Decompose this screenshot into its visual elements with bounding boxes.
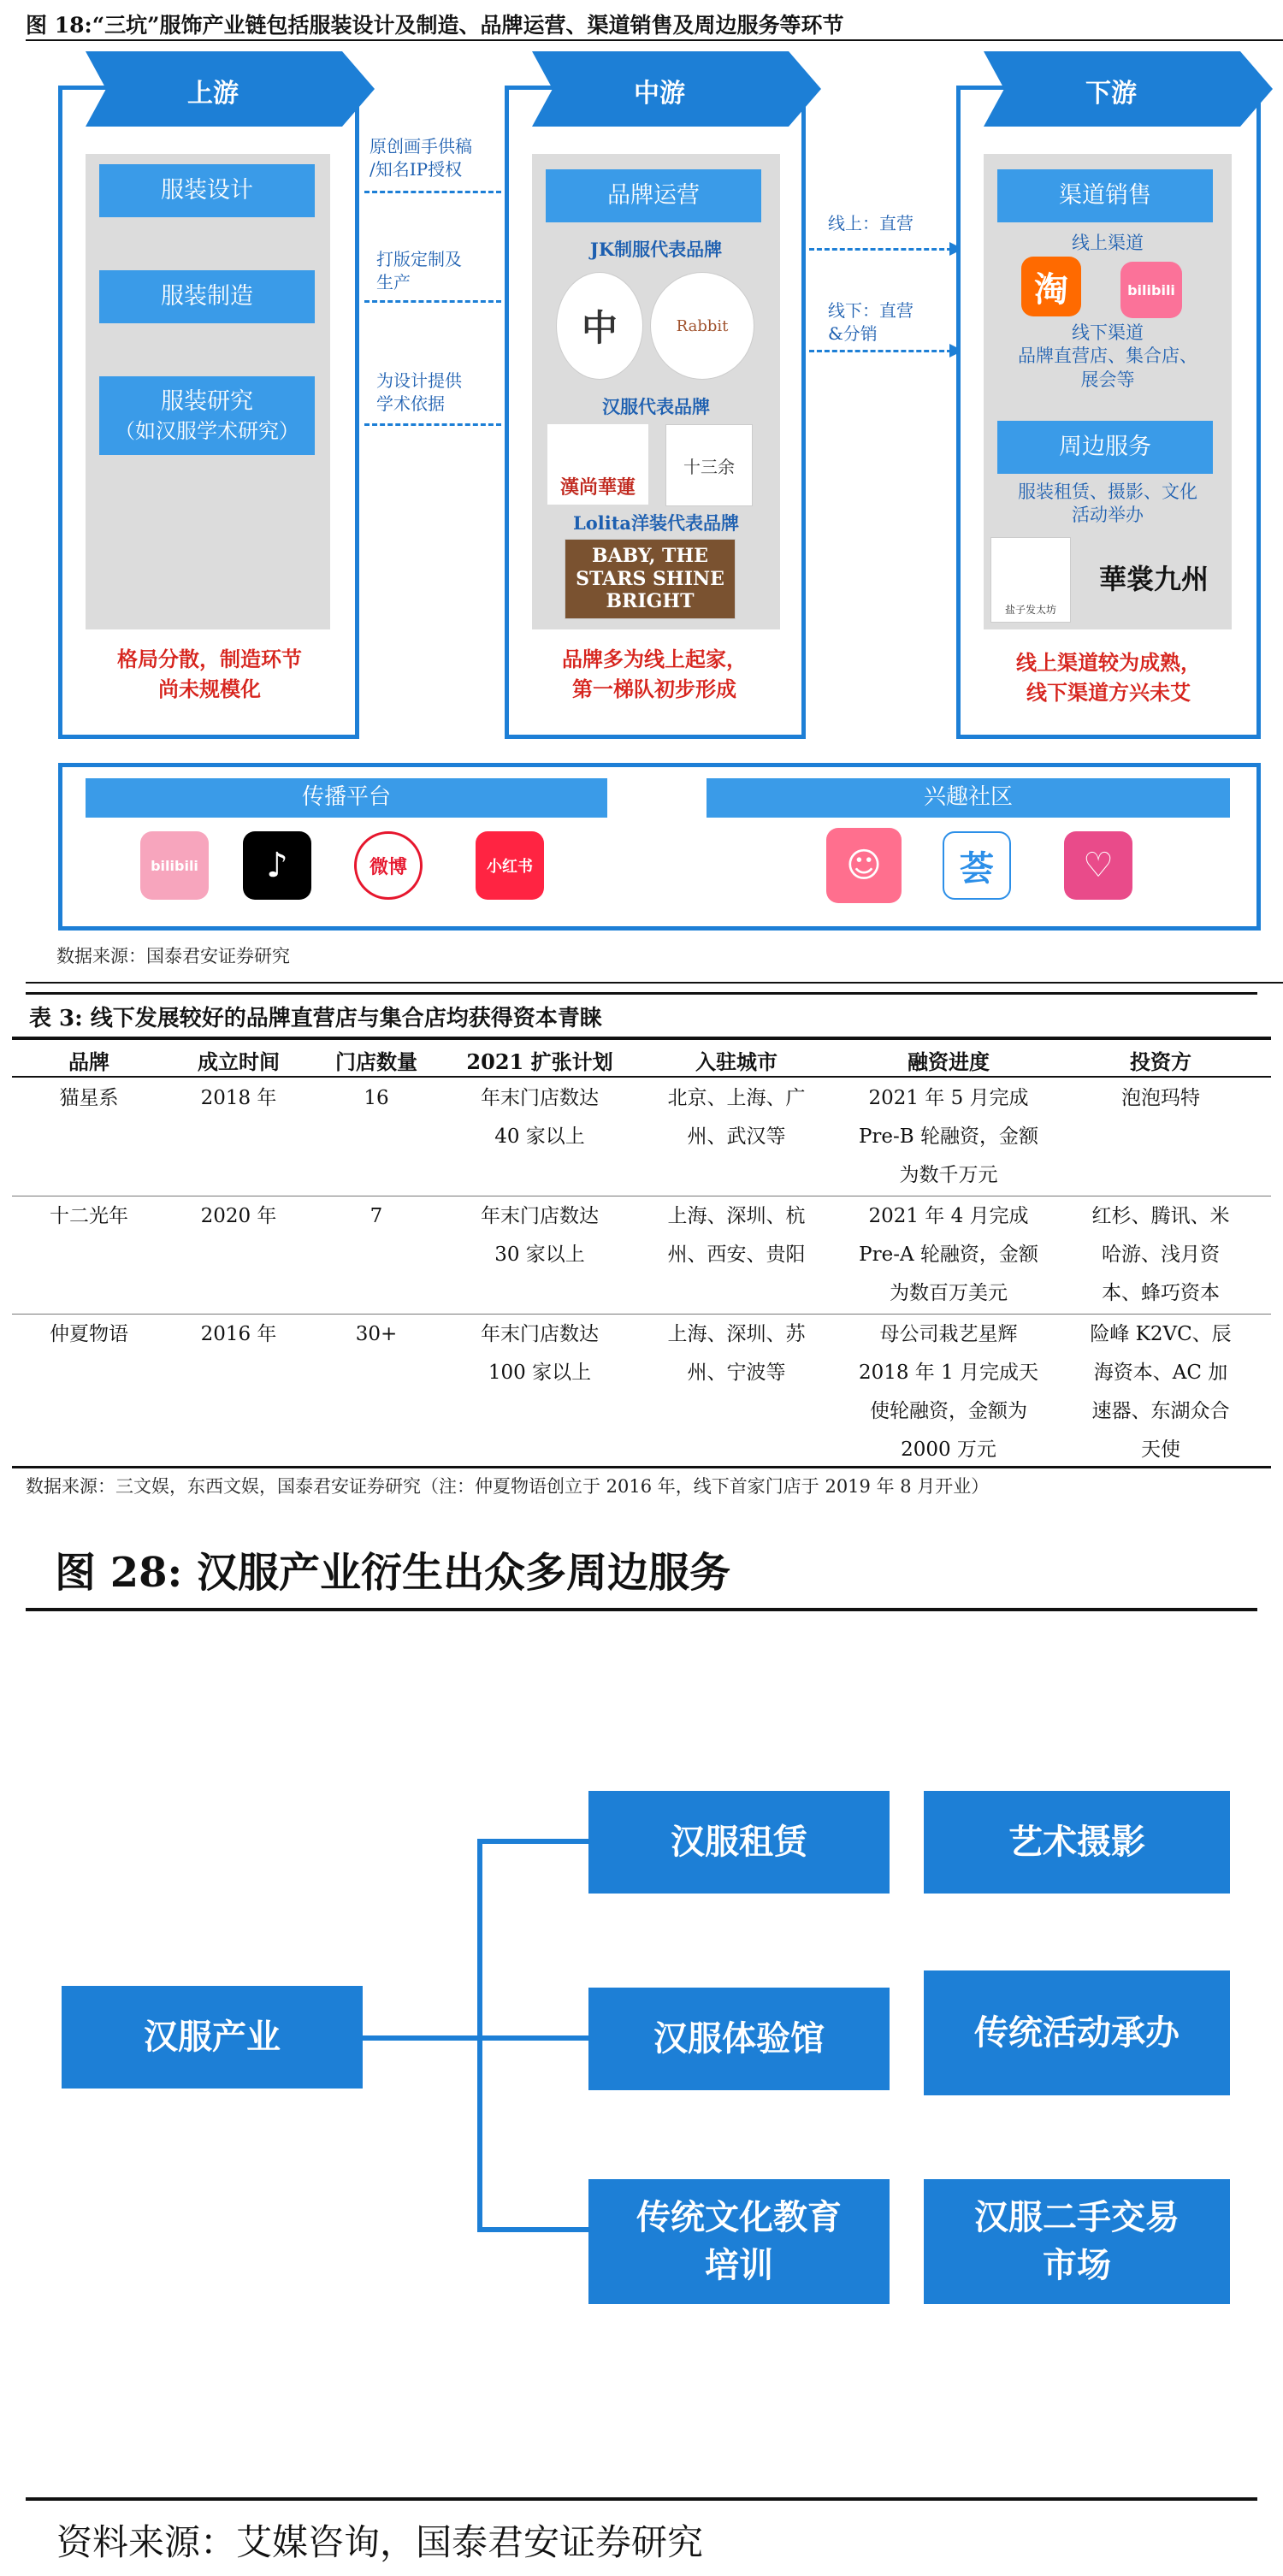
table-cell-financing: 2021 年 4 月完成 Pre-A 轮融资，金额 为数百万美元 <box>859 1205 1038 1304</box>
link-dash-online <box>809 248 960 251</box>
col-header-city: 入驻城市 <box>695 1049 777 1074</box>
platform-header-community: 兴趣社区 <box>707 778 1230 818</box>
table-top-rule <box>26 992 1257 995</box>
online-channel-label: 线上渠道 <box>1072 233 1144 253</box>
service-box-experience-hall: 汉服体验馆 <box>588 1988 890 2090</box>
connector-branch-2 <box>477 2035 588 2041</box>
title-rule <box>26 39 1283 41</box>
col-header-plan: 2021 扩张计划 <box>466 1049 613 1074</box>
hanfu-logo-1: 漢尚華蓮 <box>547 424 648 505</box>
bilibili-app-icon: bilibili <box>140 831 209 900</box>
offline-channel-block: 线下渠道 品牌直营店、集合店、 展会等 <box>1018 322 1197 390</box>
link-note-offline: 线下：直营 &分销 <box>828 300 913 344</box>
source-rule <box>26 982 1283 984</box>
table-cell-city: 上海、深圳、苏 州、宁波等 <box>667 1323 806 1384</box>
table-cell-financing: 2021 年 5 月完成 Pre-B 轮融资，金额 为数千万元 <box>858 1087 1039 1186</box>
jk-logo-2: Rabbit <box>650 272 754 380</box>
connector-branch-1 <box>477 1839 588 1844</box>
table-cell-plan: 年末门店数达 100 家以上 <box>481 1323 599 1384</box>
midstream-header-label: 中游 <box>634 79 685 109</box>
col-header-financing: 融资进度 <box>908 1049 990 1074</box>
figure-28-title: 图 28: 汉服产业衍生出众多周边服务 <box>55 1549 730 1597</box>
service-box-second-hand-market: 汉服二手交易市场 <box>924 2179 1230 2304</box>
hanfu-logo-2: 十三余 <box>665 424 753 506</box>
upstream-box-research: 服装研究 （如汉服学术研究） <box>99 376 315 455</box>
service-desc: 服装租赁、摄影、文化 活动举办 <box>1018 482 1197 526</box>
figure-28-bottom-rule <box>26 2497 1257 2501</box>
link-note-ip: 原创画手供稿 /知名IP授权 <box>370 136 472 180</box>
table-cell-brand: 仲夏物语 <box>50 1323 128 1345</box>
upstream-note: 格局分散，制造环节 尚未规模化 <box>117 647 302 701</box>
service-logo-a: 盐子发太坊 <box>990 537 1071 623</box>
table-cell-brand: 十二光年 <box>50 1205 128 1227</box>
figure-28-source: 资料来源：艾媒咨询，国泰君安证券研究 <box>56 2521 704 2563</box>
link-note-academic: 为设计提供 学术依据 <box>376 370 462 414</box>
table-cell-plan: 年末门店数达 40 家以上 <box>481 1087 599 1148</box>
link-note-online: 线上：直营 <box>828 213 913 233</box>
figure-28-title-rule <box>26 1608 1257 1611</box>
community-app-icon-2: 荟 <box>943 831 1011 900</box>
downstream-header <box>984 51 1273 127</box>
table-row-rule <box>12 1314 1271 1315</box>
table-cell-investors: 险峰 K2VC、辰 海资本、AC 加 速器、东湖众合 天使 <box>1090 1323 1232 1461</box>
table-cell-year: 2018 年 <box>200 1087 277 1109</box>
col-header-investors: 投资方 <box>1130 1049 1191 1074</box>
midstream-header <box>532 51 821 127</box>
table-cell-year: 2020 年 <box>200 1205 277 1227</box>
table-cell-stores: 30+ <box>355 1323 398 1345</box>
table-cell-brand: 猫星系 <box>59 1087 119 1109</box>
table-cell-financing: 母公司栽艺星辉 2018 年 1 月完成天 使轮融资，金额为 2000 万元 <box>858 1323 1039 1461</box>
weibo-app-icon: 微博 <box>354 831 423 900</box>
table-3-source: 数据来源：三文娱，东西文娱，国泰君安证券研究（注：仲夏物语创立于 2016 年，线下首家门店于 2019 年 8 月开业） <box>26 1476 990 1497</box>
table-cell-investors: 泡泡玛特 <box>1121 1087 1200 1109</box>
col-header-brand: 品牌 <box>68 1049 109 1074</box>
table-cell-stores: 7 <box>370 1205 383 1227</box>
downstream-box-service: 周边服务 <box>997 421 1213 474</box>
table-cell-city: 北京、上海、广 州、武汉等 <box>667 1087 806 1148</box>
table-bottom-rule <box>12 1466 1271 1468</box>
jk-logo-1: 中 <box>556 272 643 380</box>
service-logo-b: 華裳九州 <box>1098 563 1209 595</box>
link-dash-ip <box>364 191 501 193</box>
downstream-note: 线上渠道较为成熟， 线下渠道方兴未艾 <box>1016 650 1201 705</box>
table-cell-year: 2016 年 <box>200 1323 277 1345</box>
upstream-header <box>86 51 375 127</box>
taobao-icon: 淘 <box>1021 257 1081 316</box>
hanfu-brand-label: 汉服代表品牌 <box>602 396 710 417</box>
link-note-custom: 打版定制及 生产 <box>376 249 462 292</box>
midstream-box-brand: 品牌运营 <box>546 169 761 222</box>
douyin-app-icon: ♪ <box>243 831 311 900</box>
service-box-events: 传统活动承办 <box>924 1970 1230 2095</box>
xiaohongshu-app-icon: 小红书 <box>476 831 544 900</box>
lolita-brand-label: Lolita洋装代表品牌 <box>572 512 740 534</box>
table-header-rule-bottom <box>12 1076 1271 1078</box>
table-header-rule-top <box>12 1037 1271 1040</box>
table-3-title: 表 3: 线下发展较好的品牌直营店与集合店均获得资本青睐 <box>29 1006 602 1031</box>
figure-18-source: 数据来源：国泰君安证券研究 <box>56 946 290 966</box>
upstream-box-design: 服装设计 <box>99 164 315 217</box>
col-header-stores: 门店数量 <box>335 1049 417 1074</box>
table-cell-plan: 年末门店数达 30 家以上 <box>481 1205 599 1266</box>
col-header-year: 成立时间 <box>198 1049 280 1074</box>
link-dash-custom <box>364 300 501 303</box>
community-app-icon-1: ☺ <box>826 828 902 903</box>
connector-branch-3 <box>477 2227 588 2232</box>
link-dash-offline <box>809 350 960 352</box>
table-cell-city: 上海、深圳、杭 州、西安、贵阳 <box>667 1205 806 1266</box>
table-cell-investors: 红杉、腾讯、米 哈游、浅月资 本、蜂巧资本 <box>1091 1205 1230 1304</box>
lolita-logo: BABY, THE STARS SHINE BRIGHT <box>565 539 736 619</box>
midstream-note: 品牌多为线上起家， 第一梯队初步形成 <box>562 647 747 701</box>
service-box-photography: 艺术摄影 <box>924 1791 1230 1894</box>
jk-brand-label: JK制服代表品牌 <box>589 239 723 260</box>
bilibili-icon: bilibili <box>1120 262 1182 318</box>
downstream-box-channel: 渠道销售 <box>997 169 1213 222</box>
platform-header-spread: 传播平台 <box>86 778 607 818</box>
community-app-icon-3: ♡ <box>1064 831 1132 900</box>
hanfu-industry-box: 汉服产业 <box>62 1986 363 2089</box>
table-cell-stores: 16 <box>364 1087 389 1109</box>
service-box-rental: 汉服租赁 <box>588 1791 890 1894</box>
figure-18-title: 图 18:“三坑”服饰产业链包括服装设计及制造、品牌运营、渠道销售及周边服务等环节 <box>26 13 844 38</box>
downstream-header-label: 下游 <box>1085 79 1137 109</box>
upstream-box-manufacture: 服装制造 <box>99 270 315 323</box>
upstream-header-label: 上游 <box>187 79 239 109</box>
link-dash-academic <box>364 423 501 426</box>
service-box-education: 传统文化教育培训 <box>588 2179 890 2304</box>
connector-root <box>363 2035 481 2041</box>
